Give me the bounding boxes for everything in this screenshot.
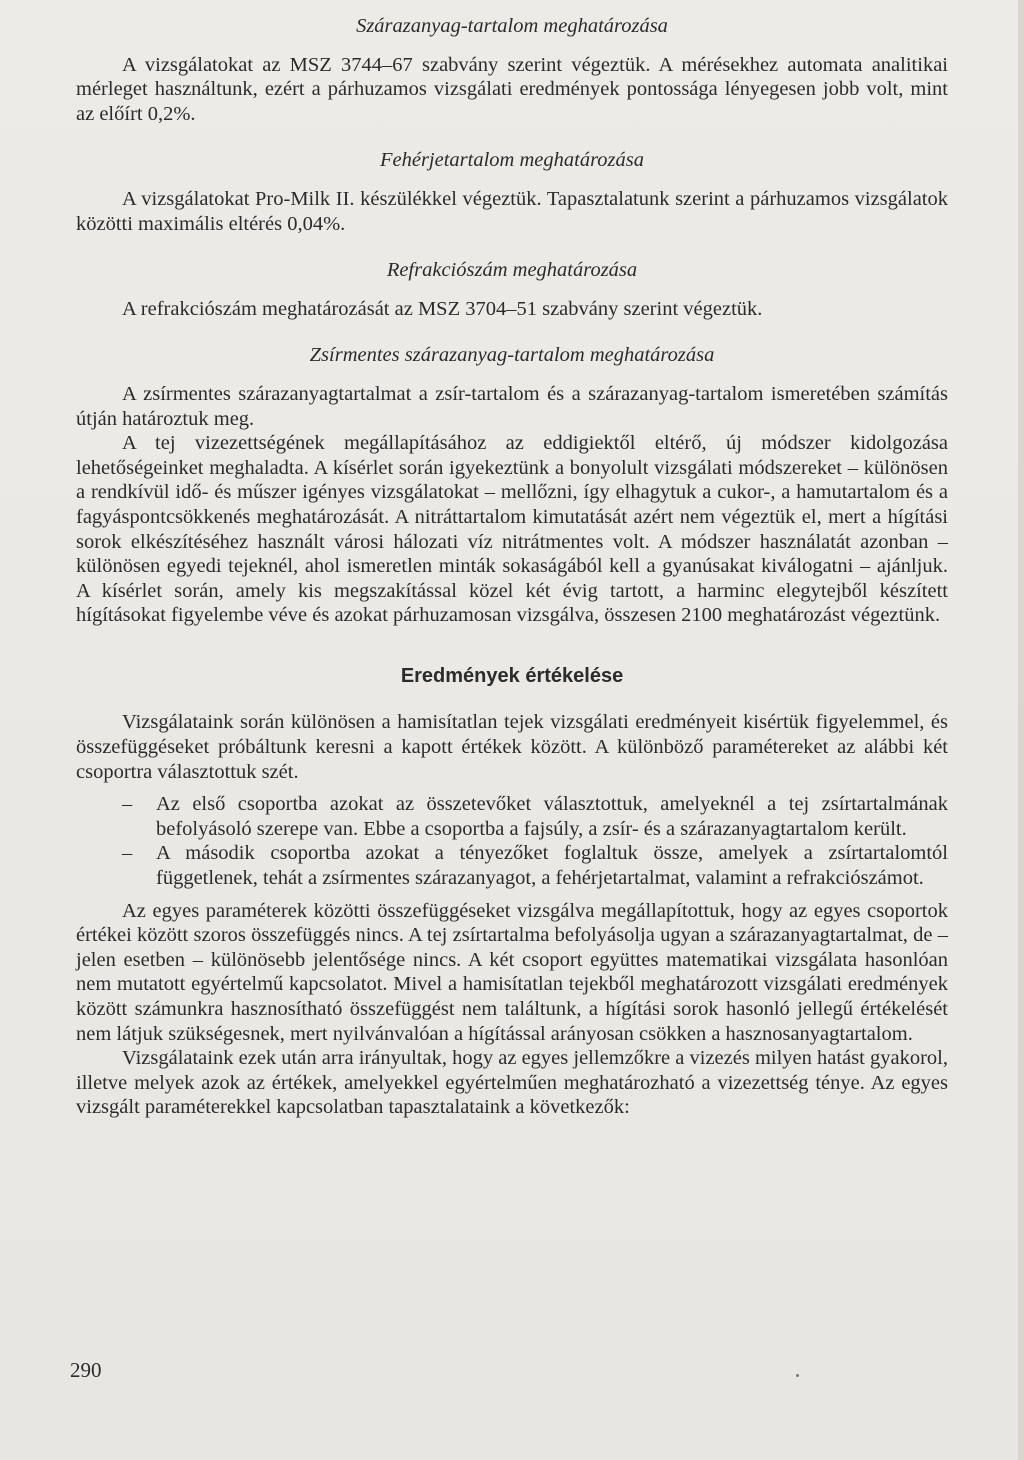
paper-speck [796,1374,799,1377]
paragraph-fat-free-2: A tej vizezettségének megállapításához az eddigiektől eltérő, új módszer kidolgozása lehetőségeinket meghaladta. A kísérlet során igyekeztünk a bonyolult vizsgálati módszereket – különösen a rendkívül idő- és műszer igényes vizsgálatokat – mellőzni, így elhagytuk a cukor-, a hamutartalom és a fagyáspontcsökkenés meghatározását. A nitráttartalom kimutatását azért nem végeztük el, mert a hígítási sorok elkészítéséhez használt városi hálozati víz nitrátmentes volt. A módszer használatát azonban – különösen egyedi tejeknél, ahol ismeretlen minták sokaságából kell a gyanúsakat kiválogatni – ajánljuk. A kísérlet során, amely kis megszakítással közel két évig tartott, a harminc elegytejből készített hígításokat figyelembe véve és azokat párhuzamosan vizsgálva, összesen 2100 meghatározást végeztünk. [76,432,948,627]
paragraph-protein: A vizsgálatokat Pro-Milk II. készülékkel végeztük. Tapasztalatunk szerint a párhuzamos vizsgálatok közötti maximális eltérés 0,04%. [76,187,948,235]
dash-bullet: – [122,842,133,865]
section-heading-results: Eredmények értékelése [400,664,624,687]
dash-bullet: – [122,793,133,816]
page-number: 290 [70,1358,102,1382]
paragraph-fat-free-1: A zsírmentes szárazanyagtartalmat a zsír-tartalom és a szárazanyag-tartalom ismeretében számítás útján határoztuk meg. [76,382,948,430]
section-heading-refraction: Refrakciószám meghatározása [386,259,638,282]
section-heading-dry-matter: Szárazanyag-tartalom meghatározása [356,15,668,37]
section-heading-fat-free: Zsírmentes szárazanyag-tartalom meghatározása [309,344,715,367]
list-item-text: A második csoportba azokat a tényezőket foglaltuk össze, amelyek a zsírtartalomtól függetlenek, tehát a zsírmentes szárazanyagot, a fehérjetartalmat, valamint a refrakciószámot. [156,842,948,890]
page-body [76,14,948,1120]
paragraph-results-1: Vizsgálataink során különösen a hamisítatlan tejek vizsgálati eredményeit kisértük figyelemmel, és összefüggéseket próbáltunk keresni a kapott értékek között. A különböző paramétereket az alábbi két csoportra választottuk szét. [76,711,948,783]
paragraph-results-2: Az egyes paraméterek közötti összefüggéseket vizsgálva megállapítottuk, hogy az egyes csoportok értékei között szoros összefüggés nincs. A tej zsírtartalma befolyásolja ugyan a szárazanyagtartalmat, de – jelen esetben – különösebb jelentősége nincs. A két csoport együttes matematikai vizsgálata hasonlóan nem mutatott egyértelmű kapcsolatot. Mivel a hamisítatlan tejekből meghatározott vizsgálati eredmények között számunkra hasznosítható összefüggést nem találtunk, a hígítási sorok hasonló jellegű értékelését nem látjuk szükségesnek, mert nyilvánvalóan a hígítással arányosan csökken a hasznosanyagtartalom. [76,899,948,1045]
paragraph-dry-matter: A vizsgálatokat az MSZ 3744–67 szabvány szerint végeztük. A mérésekhez automata analitikai mérleget használtunk, ezért a párhuzamos vizsgálati eredmények pontossága lényegesen jobb volt, mint az előírt 0,2%. [76,53,948,125]
list-item-text: Az első csoportba azokat az összetevőket választottuk, amelyeknél a tej zsírtartalmának befolyásoló szerepe van. Ebbe a csoportba a fajsúly, a zsír- és a szárazanyagtartalom került. [156,793,948,840]
list-item [76,792,948,841]
paragraph-results-3: Vizsgálataink ezek után arra irányultak, hogy az egyes jellemzőkre a vizezés milyen hatást gyakorol, illetve melyek azok az értékek, amelyekkel egyértelműen meghatározható a vizezettség ténye. Az egyes vizsgált paraméterekkel kapcsolatban tapasztalataink a következők: [76,1047,948,1119]
section-heading-protein: Fehérjetartalom meghatározása [379,149,644,172]
list-item [76,841,948,890]
paragraph-refraction: A refrakciószám meghatározását az MSZ 3704–51 szabvány szerint végeztük. [122,297,763,320]
